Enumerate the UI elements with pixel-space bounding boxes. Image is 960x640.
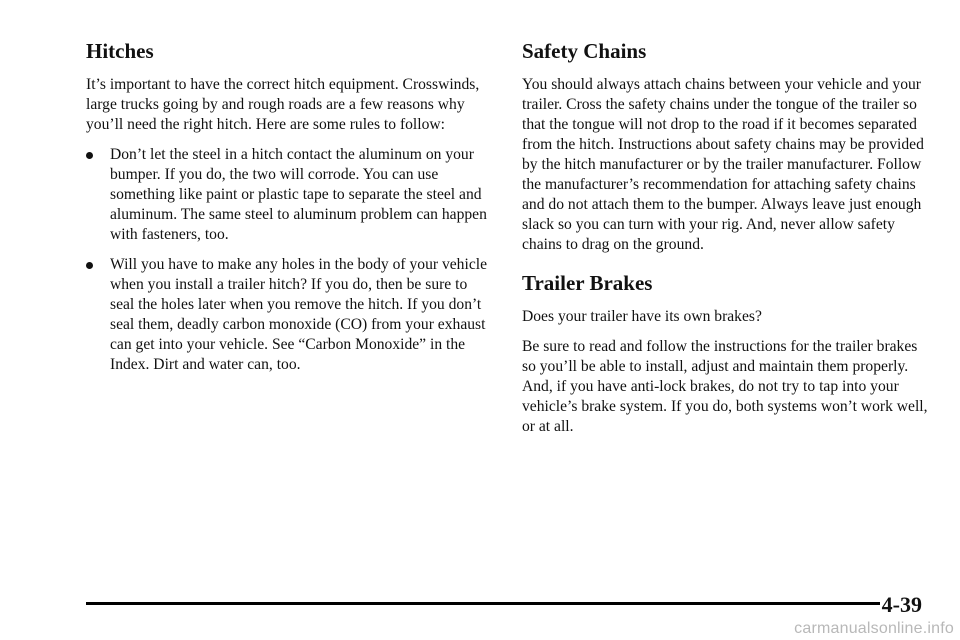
section-heading-hitches: Hitches bbox=[86, 39, 154, 63]
page-number: 4-39 bbox=[881, 592, 922, 617]
list-item bbox=[86, 255, 494, 375]
footer-rule bbox=[86, 602, 880, 605]
section-heading-safety-chains: Safety Chains bbox=[522, 39, 647, 63]
watermark: carmanualsonline.info bbox=[794, 620, 954, 637]
left-column bbox=[86, 38, 494, 385]
bullet-icon bbox=[86, 262, 93, 269]
bullet-icon bbox=[86, 152, 93, 159]
list-item bbox=[86, 145, 494, 245]
hitches-intro-paragraph: It’s important to have the correct hitch equipment. Crosswinds, large trucks going by and rough roads are a few reasons why you’ll need the right hitch. Here are some rules to follow: bbox=[86, 76, 480, 133]
hitch-rules-list bbox=[86, 145, 494, 375]
list-item-text: Will you have to make any holes in the body of your vehicle when you install a trailer hitch? If you do, then be sure to seal the holes later when you remove the hitch. If you don’t seal them, deadly carbon monoxide (CO) from your exhaust can get into your vehicle. See “Carbon Monoxide” in the Index. Dirt and water can, too. bbox=[110, 256, 487, 373]
section-heading-trailer-brakes: Trailer Brakes bbox=[522, 271, 653, 295]
list-item-text: Don’t let the steel in a hitch contact the aluminum on your bumper. If you do, the two will corrode. You can use something like paint or plastic tape to separate the steel and aluminum. The same steel to aluminum problem can happen with fasteners, too. bbox=[110, 146, 487, 243]
trailer-brakes-question: Does your trailer have its own brakes? bbox=[522, 308, 762, 325]
safety-chains-paragraph: You should always attach chains between your vehicle and your trailer. Cross the safety chains under the tongue of the trailer so that the tongue will not drop to the road if it becomes separated from the hitch. Instructions about safety chains may be provided by the hitch manufacturer or by the trailer manufacturer. Follow the manufacturer’s recommendation for attaching safety chains and do not attach them to the bumper. Always leave just enough slack so you can turn with your rig. And, never allow safety chains to drag on the ground. bbox=[522, 76, 924, 253]
trailer-brakes-paragraph: Be sure to read and follow the instructions for the trailer brakes so you’ll be able to install, adjust and maintain them properly. And, if you have anti-lock brakes, do not try to tap into your vehicle’s brake system. If you do, both systems won’t work well, or at all. bbox=[522, 338, 928, 435]
right-column bbox=[522, 38, 934, 447]
